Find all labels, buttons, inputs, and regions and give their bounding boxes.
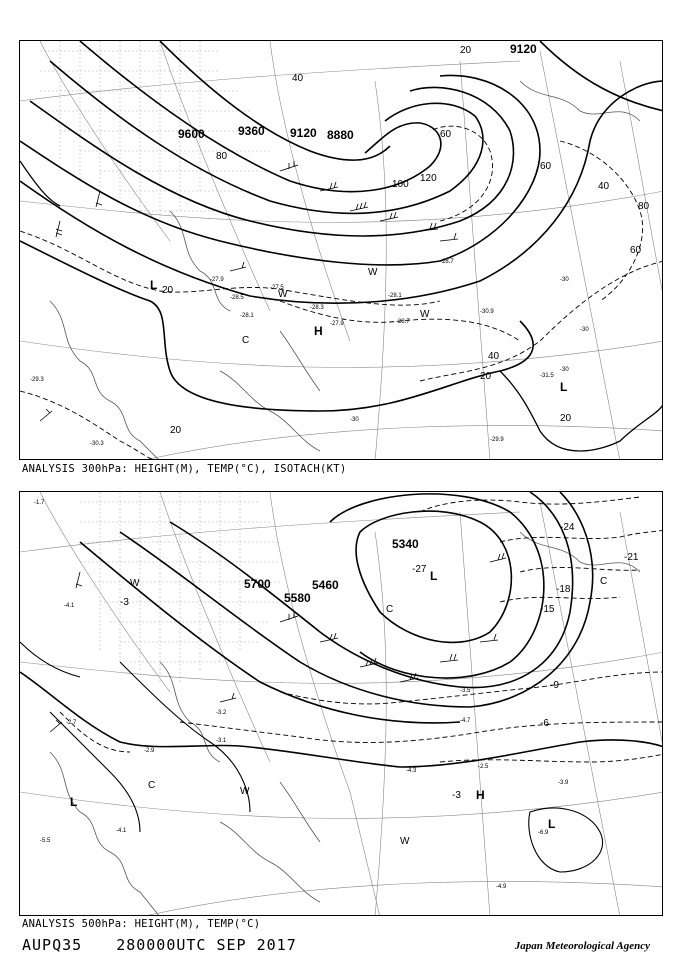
centers-300 — [150, 267, 567, 394]
grid-hatch-300 — [40, 41, 270, 221]
temp-label: -15 — [540, 604, 555, 615]
height-label: 5460 — [312, 578, 339, 592]
height-contours-500 — [20, 492, 663, 767]
temp-labels-300 — [350, 277, 589, 423]
height-label: 5340 — [392, 537, 419, 551]
height-label: 9360 — [238, 124, 265, 138]
warm-center: W — [240, 786, 250, 797]
map-panel-500hpa — [19, 491, 663, 916]
warm-center: W — [400, 836, 410, 847]
temp-label: -18 — [556, 584, 571, 595]
graticule-300 — [20, 41, 663, 460]
agency-name: Japan Meteorological Agency — [514, 940, 650, 952]
obs-temp: -29.3 — [30, 377, 44, 383]
temp-label: -3 — [120, 597, 129, 608]
isotach-labels-300 — [162, 45, 650, 436]
temp-label: -21 — [624, 552, 639, 563]
obs-temp: -2.7 — [66, 720, 77, 726]
cold-center: C — [386, 604, 394, 615]
obs-temp: -2.5 — [478, 764, 489, 770]
height-label: 5700 — [244, 577, 271, 591]
low-center: L — [548, 817, 556, 831]
low-center: L — [430, 569, 438, 583]
isotach-label: 20 — [480, 371, 492, 382]
map-panel-300hpa — [19, 40, 663, 460]
warm-center: W — [278, 289, 288, 300]
obs-temp: -28.7 — [440, 259, 454, 265]
isotach-label: 40 — [598, 181, 610, 192]
temp-label: -6 — [540, 718, 549, 729]
obs-temp: -29.9 — [490, 437, 504, 443]
graticule-500 — [20, 492, 663, 916]
obs-temp: -28.5 — [230, 295, 244, 301]
isotach-label: 20 — [162, 285, 174, 296]
height-label: 8880 — [327, 128, 354, 142]
height-label: 9120 — [510, 42, 537, 56]
isotach-label: 20 — [560, 413, 572, 424]
obs-temp: -4.3 — [406, 768, 417, 774]
height-label: 9600 — [178, 127, 205, 141]
isotach-label: 120 — [420, 173, 437, 184]
map-300hpa-svg — [20, 41, 663, 460]
temp-label: -30 — [560, 277, 569, 283]
cold-center: C — [148, 780, 156, 791]
obs-temp: -27.9 — [210, 277, 224, 283]
obs-temp: -5.5 — [40, 838, 51, 844]
temp-label: -30 — [560, 367, 569, 373]
height-contours-300 — [20, 41, 663, 411]
height-labels-500 — [244, 537, 419, 605]
warm-center: W — [130, 578, 140, 589]
temp-label: -9 — [550, 680, 559, 691]
low-center: L — [70, 795, 78, 809]
wind-barbs-300 — [40, 161, 458, 421]
obs-temp: -28.7 — [396, 319, 410, 325]
isotach-label: 80 — [216, 151, 228, 162]
obs-temp: -31.5 — [540, 373, 554, 379]
obs-temp: -27.9 — [330, 321, 344, 327]
map-500hpa-svg — [20, 492, 663, 916]
obs-temp: -3.1 — [216, 738, 227, 744]
isotach-label: 60 — [440, 129, 452, 140]
obs-temp: -2.9 — [144, 748, 155, 754]
warm-center: W — [368, 267, 378, 278]
low-center: L — [560, 380, 568, 394]
isotach-label: 40 — [488, 351, 500, 362]
low-center: L — [150, 278, 158, 292]
chart-footer — [22, 936, 331, 954]
caption-500hpa: ANALYSIS 500hPa: HEIGHT(M), TEMP(°C) — [22, 918, 261, 930]
valid-time: 280000UTC SEP 2017 — [116, 936, 297, 954]
caption-300hpa: ANALYSIS 300hPa: HEIGHT(M), TEMP(°C), ISOTACH(KT) — [22, 463, 347, 475]
isotach-label: 100 — [392, 179, 409, 190]
obs-temp: -30.3 — [90, 441, 104, 447]
isotach-label: 60 — [540, 161, 552, 172]
height-labels-300 — [178, 42, 537, 142]
height-contour-thin-500 — [20, 642, 603, 872]
isotach-label: 20 — [460, 45, 472, 56]
height-label: 5580 — [284, 591, 311, 605]
isotach-label: 80 — [638, 201, 650, 212]
temp-label: -30 — [350, 417, 359, 423]
cold-center: C — [600, 576, 608, 587]
obs-temp: -28.1 — [240, 313, 254, 319]
temp-label: -27 — [412, 564, 427, 575]
high-center: H — [476, 788, 485, 802]
obs-temps-500 — [34, 500, 569, 890]
temp-label: -3 — [452, 790, 461, 801]
obs-temp: -28.1 — [388, 293, 402, 299]
obs-temp: -27.5 — [270, 285, 284, 291]
height-label: 9120 — [290, 126, 317, 140]
isotach-label: 60 — [630, 245, 642, 256]
cold-center: C — [242, 335, 250, 346]
temp-label: -30 — [580, 327, 589, 333]
temp-label: -24 — [560, 522, 575, 533]
obs-temp: -4.7 — [460, 718, 471, 724]
obs-temp: -6.9 — [538, 830, 549, 836]
obs-temp: -3.5 — [460, 688, 471, 694]
obs-temp: -1.7 — [34, 500, 45, 506]
obs-temp: -4.1 — [116, 828, 127, 834]
obs-temp: -28.3 — [310, 305, 324, 311]
chart-id: AUPQ35 — [22, 936, 83, 954]
obs-temp: -3.9 — [558, 780, 569, 786]
isotach-label: 40 — [292, 73, 304, 84]
high-center: H — [314, 324, 323, 338]
isotach-label: 20 — [170, 425, 182, 436]
obs-temp: -30.9 — [480, 309, 494, 315]
centers-500 — [70, 569, 607, 847]
obs-temp: -4.1 — [64, 603, 75, 609]
obs-temp: -3.2 — [216, 710, 227, 716]
warm-center: W — [420, 309, 430, 320]
obs-temp: -4.9 — [496, 884, 507, 890]
